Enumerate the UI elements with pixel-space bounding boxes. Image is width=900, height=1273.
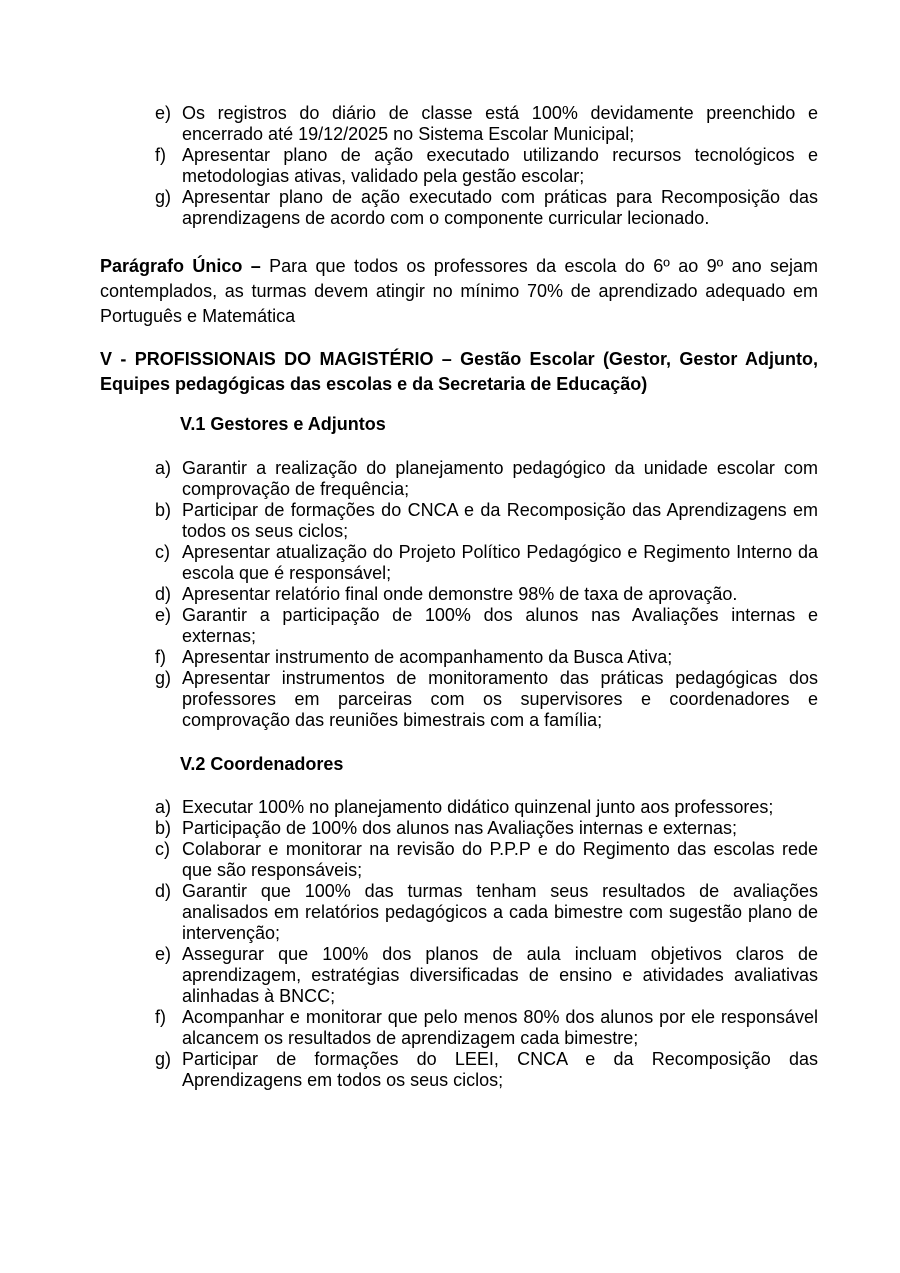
list-item-marker: d) <box>155 881 172 901</box>
list-item <box>100 839 818 881</box>
subsection-v2-heading: V.2 Coordenadores <box>180 754 344 774</box>
list-item-text: Apresentar instrumentos de monitoramento das práticas pedagógicas dos professores em parceiras com os supervisores e coordenadores e comprovação das reuniões bimestrais com a família; <box>182 668 818 730</box>
list-item <box>100 542 818 584</box>
list-item-marker: e) <box>155 103 172 123</box>
list-item-marker: e) <box>155 944 172 964</box>
list-item-text: Participar de formações do LEEI, CNCA e da Recomposição das Aprendizagens em todos os seus ciclos; <box>182 1049 818 1090</box>
list-item <box>100 605 818 647</box>
list-item-marker: g) <box>155 187 172 207</box>
list-item <box>100 1007 818 1049</box>
paragrafo-unico <box>100 254 818 329</box>
list-item-text: Participar de formações do CNCA e da Recomposição das Aprendizagens em todos os seus ciclos; <box>182 500 818 541</box>
list-item <box>100 584 818 605</box>
list-item-marker: a) <box>155 458 172 478</box>
list-item-text: Assegurar que 100% dos planos de aula incluam objetivos claros de aprendizagem, estratégias diversificadas de ensino e atividades avaliativas alinhadas à BNCC; <box>182 944 818 1006</box>
list-item <box>100 944 818 1007</box>
paragrafo-unico-text: Para que todos os professores da escola do 6º ao 9º ano sejam contemplados, as turmas devem atingir no mínimo 70% de aprendizado adequado em Português e Matemática <box>100 256 818 326</box>
list-item-marker: g) <box>155 668 172 688</box>
list-item-marker: c) <box>155 542 170 562</box>
list-item <box>100 103 818 145</box>
list-item-marker: f) <box>155 1007 166 1027</box>
list-item-marker: g) <box>155 1049 172 1069</box>
list-item-marker: d) <box>155 584 172 604</box>
list-item <box>100 818 818 839</box>
list-item-text: Garantir que 100% das turmas tenham seus resultados de avaliações analisados em relatórios pedagógicos a cada bimestre com sugestão plano de intervenção; <box>182 881 818 943</box>
list-item-text: Garantir a realização do planejamento pedagógico da unidade escolar com comprovação de frequência; <box>182 458 818 499</box>
list-item-marker: c) <box>155 839 170 859</box>
section-v-heading: V - PROFISSIONAIS DO MAGISTÉRIO – Gestão Escolar (Gestor, Gestor Adjunto, Equipes pedagógicas das escolas e da Secretaria de Educação) <box>100 349 818 394</box>
list-item-text: Apresentar relatório final onde demonstre 98% de taxa de aprovação. <box>182 584 738 604</box>
list-item-text: Garantir a participação de 100% dos alunos nas Avaliações internas e externas; <box>182 605 818 646</box>
list-item-text: Apresentar atualização do Projeto Político Pedagógico e Regimento Interno da escola que é responsável; <box>182 542 818 583</box>
intro-list <box>100 103 818 229</box>
v1-list <box>100 458 818 731</box>
list-item <box>100 145 818 187</box>
list-item <box>100 797 818 818</box>
list-item <box>100 1049 818 1091</box>
list-item-text: Executar 100% no planejamento didático quinzenal junto aos professores; <box>182 797 774 817</box>
list-item-marker: b) <box>155 500 172 520</box>
list-item <box>100 647 818 668</box>
subsection-v1-heading: V.1 Gestores e Adjuntos <box>180 414 386 434</box>
list-item-text: Participação de 100% dos alunos nas Avaliações internas e externas; <box>182 818 738 838</box>
list-item-marker: f) <box>155 647 166 667</box>
list-item-marker: a) <box>155 797 172 817</box>
list-item-marker: f) <box>155 145 166 165</box>
paragrafo-unico-lead: Parágrafo Único – <box>100 256 261 276</box>
list-item <box>100 458 818 500</box>
list-item <box>100 500 818 542</box>
list-item <box>100 668 818 731</box>
list-item <box>100 187 818 229</box>
list-item-marker: b) <box>155 818 172 838</box>
list-item-text: Colaborar e monitorar na revisão do P.P.P e do Regimento das escolas rede que são responsáveis; <box>182 839 818 880</box>
list-item-text: Apresentar plano de ação executado utilizando recursos tecnológicos e metodologias ativas, validado pela gestão escolar; <box>182 145 818 186</box>
list-item-text: Acompanhar e monitorar que pelo menos 80% dos alunos por ele responsável alcancem os resultados de aprendizagem cada bimestre; <box>182 1007 818 1048</box>
list-item <box>100 881 818 944</box>
list-item-text: Os registros do diário de classe está 100% devidamente preenchido e encerrado até 19/12/2025 no Sistema Escolar Municipal; <box>182 103 818 144</box>
list-item-marker: e) <box>155 605 172 625</box>
list-item-text: Apresentar instrumento de acompanhamento da Busca Ativa; <box>182 647 673 667</box>
list-item-text: Apresentar plano de ação executado com práticas para Recomposição das aprendizagens de acordo com o componente curricular lecionado. <box>182 187 818 228</box>
v2-list <box>100 797 818 1091</box>
